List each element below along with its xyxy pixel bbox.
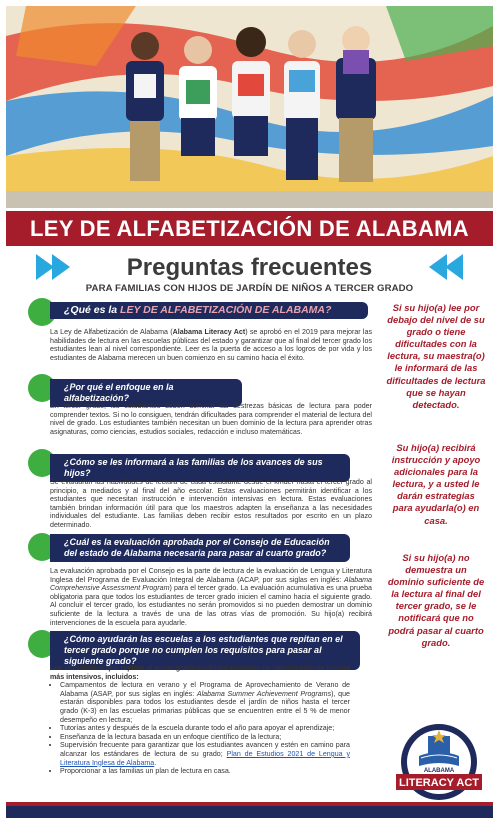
sidebar-note-1: Si su hijo(a) lee por debajo del nivel de su grado o tiene dificultades con la lectura, su maestra(o) le informará de las dificultades de lectura que se hayan detectado. xyxy=(386,302,486,410)
question-1 xyxy=(50,302,368,319)
intervention-list xyxy=(50,681,350,776)
list-item-post: . xyxy=(154,758,157,767)
answer-1-pre: La Ley de Alfabetización de Alabama ( xyxy=(50,328,173,336)
answer-3: Se evaluarán las habilidades de lectura de cada estudiante desde el kínder hasta el tercer grado al principio, a mediados y al final del año escolar. Estas evaluaciones permitirán identificar a los estudiantes que necesitan instrucción e intervención intensivas en lectura. Estas evaluaciones también brindan información útil para que los maestros adapten la enseñanza a las necesidades individuales del estudiante. Las familias deben recibir estos resultados por escrito en un plazo determinado. xyxy=(50,478,372,529)
list-item-pre: Tutorías antes y después de la escuela durante todo el año para apoyar el aprendizaje; xyxy=(60,724,335,733)
question-1-highlight: LEY DE ALFABETIZACIÓN DE ALABAMA? xyxy=(120,304,332,316)
list-item xyxy=(60,741,350,767)
hero-photo xyxy=(6,6,493,211)
question-4: ¿Cuál es la evaluación aprobada por el Consejo de Educación del estado de Alabama necesaria para pasar al cuarto grado? xyxy=(50,534,350,562)
sidebar-note-3: Si su hijo(a) no demuestra un dominio suficiente de la lectura al final del tercer grado, se le notificará que no podrá pasar al cuarto grado. xyxy=(387,552,485,648)
list-item xyxy=(60,724,350,733)
answer-1-bold: Alabama Literacy Act xyxy=(172,328,246,336)
list-item xyxy=(60,733,350,742)
answer-1 xyxy=(50,328,372,362)
faq-heading: Preguntas frecuentes xyxy=(126,254,373,281)
answer-5 xyxy=(50,664,350,776)
faq-subheading: PARA FAMILIAS CON HIJOS DE JARDÍN DE NIÑOS A TERCER GRADO xyxy=(85,283,414,294)
list-item-pre: Supervisión frecuente para garantizar que los estudiantes avancen y estén en camino para alcanzar los estándares de lectura de su grado; xyxy=(60,741,350,758)
answer-4-pre: La evaluación aprobada por el Consejo es la parte de lectura de la evaluación de Lengua y Literatura Inglesa del Programa de Evaluación Integral de Alabama (ACAP, por sus siglas en inglés: xyxy=(50,567,372,584)
list-item-italic: Alabama Summer Achievement Programs xyxy=(196,689,332,698)
list-item xyxy=(60,767,350,776)
sidebar-note-2: Su hijo(a) recibirá instrucción y apoyo adicionales para la lectura, y a usted le darán estrategias para ayudarla(o) en casa. xyxy=(391,442,481,526)
answer-1-post: ) se aprobó en el 2019 para mejorar las habilidades de lectura en las escuelas públicas del estado y garantizar que al final del tercer grado los estudiantes lean al nivel correspondiente. Leer es la puerta de acceso a los logros de por vida y los estudiantes de Alabama merecen un buen comienzo en su camino hacia el éxito. xyxy=(50,328,373,362)
list-item xyxy=(60,681,350,724)
footer-stripe-navy xyxy=(6,806,493,818)
answer-4-italic: Alabama Comprehensive Assessment Program xyxy=(50,575,372,593)
answer-5-lead: Los estudiantes que repitan el tercer grado recibirán servicios de intervención de lectura más intensivos, incluidos: xyxy=(50,664,351,681)
logo-top-text: ALABAMA xyxy=(423,768,455,774)
flyer-page xyxy=(6,6,493,818)
logo-brand-text: LITERACY ACT xyxy=(398,777,480,789)
title-banner xyxy=(6,208,493,246)
answer-4 xyxy=(50,567,372,627)
question-1-prefix: ¿Qué es la xyxy=(64,304,121,316)
question-5: ¿Cómo ayudarán las escuelas a los estudiantes que repitan en el tercer grado porque no cumplen los requisitos para pasar al siguiente grado? xyxy=(50,631,360,670)
question-3: ¿Cómo se les informará a las familias de los avances de sus hijos? xyxy=(50,454,350,482)
literacy-act-logo xyxy=(390,722,488,814)
list-item-post: ), que estarán disponibles para todos los estudiantes desde el jardín de niños hasta el tercer grado (K-3) en las escuelas primarias públicas que se encuentren entre el 5 % de menor desempeño en lectura; xyxy=(60,689,350,724)
page-title: LEY DE ALFABETIZACIÓN DE ALABAMA xyxy=(29,216,469,241)
list-item-pre: Proporcionar a las familias un plan de lectura en casa. xyxy=(60,767,231,776)
question-2: ¿Por qué el enfoque en la alfabetización? xyxy=(50,379,242,407)
curriculum-link[interactable]: Plan de Estudios 2021 de Lengua y Literatura Inglesa de Alabama xyxy=(60,749,350,767)
list-item-pre: Enseñanza de la lectura basada en un enfoque científico de la lectura; xyxy=(60,732,282,741)
list-item-pre: Campamentos de lectura en verano y el Programa de Aprovechamiento de Verano de Alabama (ASAP, por sus siglas en inglés: xyxy=(60,681,350,698)
answer-4-post: ) para el tercer grado. La evaluación acumulativa es una prueba obligatoria para que todos los estudiantes de tercer grado inicien el camino hacia el siguiente grado. Al concluir el tercer grado, los estudiantes no serán promovidos si no pueden demostrar un dominio suficiente de la lectura a través de una de las otras vías de promoción. Su hijo(a) recibirá intervenciones de la escuela para ayudarle. xyxy=(50,584,372,627)
answer-2: En tercer grado, los estudiantes deben dominar las destrezas básicas de lectura para poder comprender textos. Si no lo consiguen, tendrán dificultades para comprender el material de lectura del nivel de grado. Los estudiantes también necesitan un buen dominio de la lectura para aprender otras asignaturas, como ciencias, estudios sociales, redacción e incluso matemáticas. xyxy=(50,402,372,436)
